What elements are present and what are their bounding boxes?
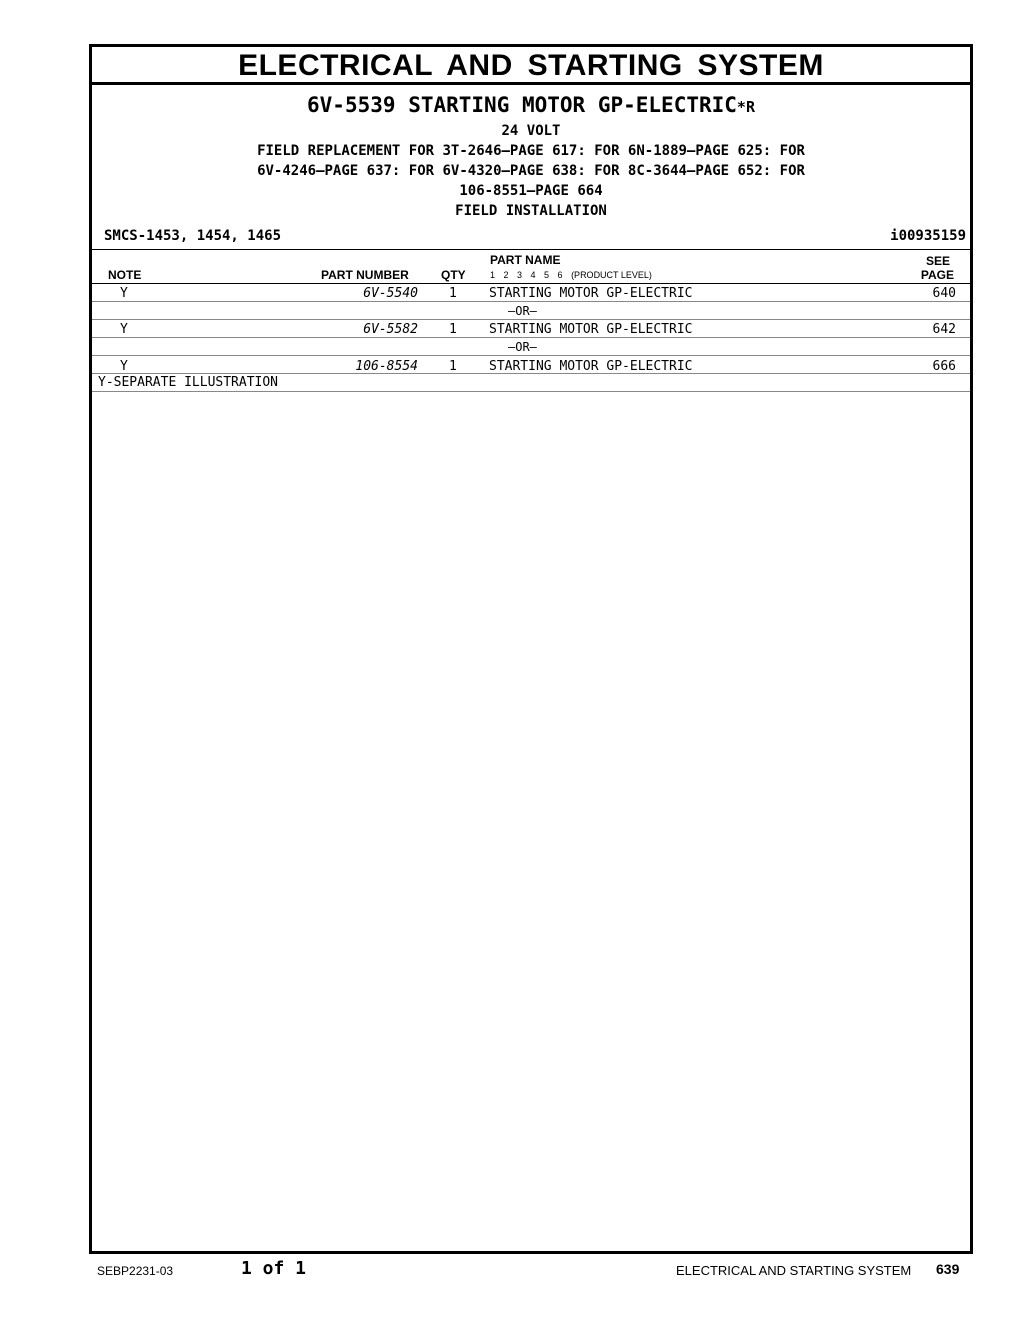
row-see-page[interactable]: 642 — [932, 322, 956, 337]
description-line-2: 6V-4246—PAGE 637: FOR 6V-4320—PAGE 638: FOR 8C-3644—PAGE 652: FOR — [257, 163, 805, 179]
footer-doc-id: SEBP2231-03 — [97, 1264, 174, 1278]
product-levels — [490, 270, 652, 280]
row-divider — [92, 301, 970, 302]
group-suffix: *R — [736, 98, 755, 116]
col-header-part-name: PART NAME — [490, 253, 561, 267]
row-see-page[interactable]: 666 — [932, 359, 956, 374]
row-part-number[interactable]: 106-8554 — [355, 359, 418, 374]
group-title — [92, 93, 970, 117]
row-note: Y — [120, 359, 128, 374]
row-part-name: STARTING MOTOR GP-ELECTRIC — [489, 286, 693, 301]
col-header-note: NOTE — [108, 268, 142, 282]
col-header-page: PAGE — [920, 268, 954, 282]
smcs-codes: SMCS-1453, 1454, 1465 — [104, 228, 282, 244]
row-part-number[interactable]: 6V-5540 — [363, 286, 418, 301]
levels-label: (PRODUCT LEVEL) — [571, 270, 652, 280]
illustration-id: i00935159 — [890, 228, 966, 244]
description-line-4: FIELD INSTALLATION — [455, 203, 607, 219]
row-divider — [92, 337, 970, 338]
row-qty: 1 — [449, 286, 457, 301]
col-header-part-number: PART NUMBER — [321, 268, 409, 282]
or-separator: —OR— — [508, 304, 537, 318]
row-qty: 1 — [449, 359, 457, 374]
row-qty: 1 — [449, 322, 457, 337]
table-row[interactable] — [92, 284, 970, 302]
row-note: Y — [120, 322, 128, 337]
footer-page-number: 639 — [936, 1261, 960, 1277]
row-part-name: STARTING MOTOR GP-ELECTRIC — [489, 359, 693, 374]
voltage: 24 VOLT — [501, 123, 561, 139]
row-divider — [92, 373, 970, 374]
row-part-name: STARTING MOTOR GP-ELECTRIC — [489, 322, 693, 337]
table-row[interactable] — [92, 320, 970, 338]
group-part-number[interactable]: 6V-5539 — [307, 93, 396, 117]
levels-numbers: 1 2 3 4 5 6 — [490, 270, 563, 280]
or-separator: —OR— — [508, 340, 537, 354]
footer-page-of: 1 of 1 — [241, 1258, 307, 1279]
section-title: ELECTRICAL AND STARTING SYSTEM — [92, 47, 970, 85]
row-see-page[interactable]: 640 — [932, 286, 956, 301]
row-divider — [92, 391, 970, 392]
page-frame — [89, 44, 973, 1254]
row-part-number[interactable]: 6V-5582 — [363, 322, 418, 337]
col-header-see: SEE — [925, 254, 950, 268]
col-header-qty: QTY — [441, 268, 466, 282]
row-note: Y — [120, 286, 128, 301]
row-divider — [92, 355, 970, 356]
table-top-rule — [92, 249, 970, 250]
description-line-1: FIELD REPLACEMENT FOR 3T-2646—PAGE 617: FOR 6N-1889—PAGE 625: FOR — [257, 143, 805, 159]
group-name: STARTING MOTOR GP-ELECTRIC — [408, 93, 737, 117]
description-line-3: 106-8551—PAGE 664 — [459, 183, 603, 199]
footnote: Y-SEPARATE ILLUSTRATION — [98, 375, 279, 390]
footer-section: ELECTRICAL AND STARTING SYSTEM — [676, 1263, 912, 1278]
